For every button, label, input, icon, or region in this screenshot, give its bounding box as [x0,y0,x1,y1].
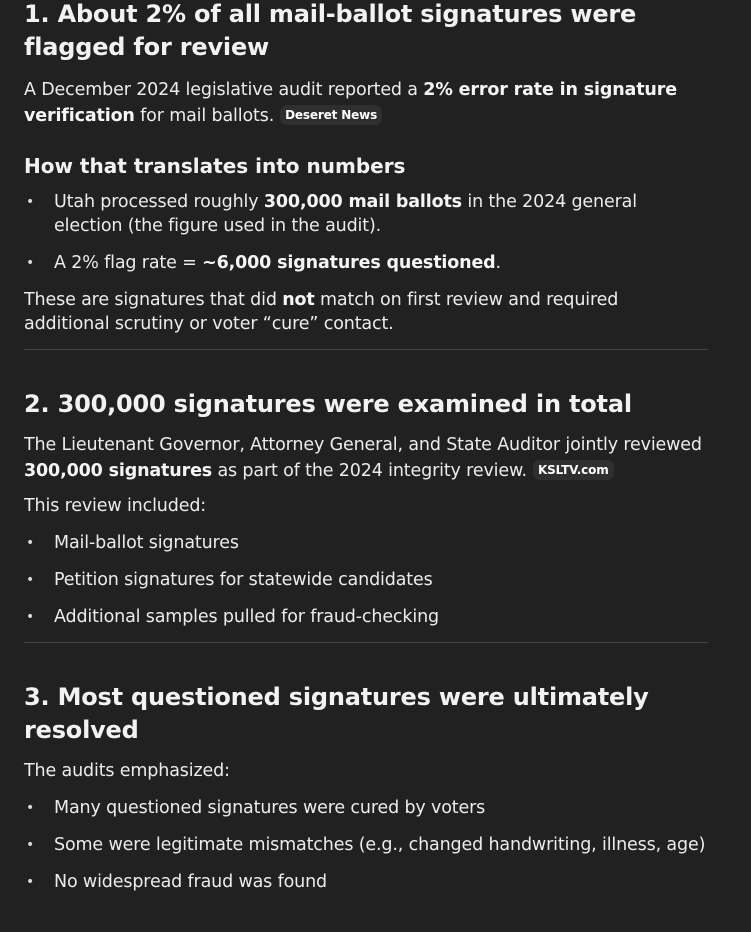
section-2-list [24,531,708,629]
bullet-icon: • [26,194,35,210]
section-1-intro-bold: 2% error rate in signature verification [24,80,677,126]
section-1-heading: 1. About 2% of all mail-ballot signatures were flagged for review [24,0,637,61]
section-1-note-bold: not [282,290,315,310]
list-item [24,190,708,238]
list-item [24,251,708,275]
source-badge-deseret-news[interactable]: Deseret News [280,105,382,125]
list-item-text: Petition signatures for statewide candidates [54,570,433,590]
assistant-message [24,0,708,894]
section-1-note [24,288,708,336]
list-item-text: Some were legitimate mismatches (e.g., changed handwriting, illness, age) [54,835,706,855]
section-1-intro-text-b: for mail ballots. [134,106,275,126]
source-badge-ksltv[interactable]: KSLTV.com [533,460,614,480]
list-item-text-b: in the 2024 general election (the figure used in the audit). [54,192,637,236]
list-item [24,870,708,894]
bullet-icon: • [26,572,35,588]
section-3-list [24,796,708,894]
bullet-icon: • [26,837,35,853]
list-item [24,531,708,555]
list-item [24,605,708,629]
list-item-text: Mail-ballot signatures [54,533,239,553]
list-item-text: Additional samples pulled for fraud-checking [54,607,439,627]
section-2-heading: 2. 300,000 signatures were examined in total [24,390,632,418]
section-2-intro [24,432,708,484]
bullet-icon: • [26,255,35,271]
list-item-bold: 300,000 mail ballots [263,192,462,212]
list-item-text: Many questioned signatures were cured by voters [54,798,486,818]
section-2-intro-bold: 300,000 signatures [24,461,213,481]
bullet-icon: • [26,800,35,816]
section-2-lead: This review included: [24,496,207,516]
list-item-text-a: Utah processed roughly [54,192,264,212]
section-divider [24,642,708,643]
list-item [24,796,708,820]
list-item-text-a: A 2% flag rate = [54,253,203,273]
bullet-icon: • [26,609,35,625]
list-item-text: No widespread fraud was found [54,872,327,892]
section-2-intro-text-b: as part of the 2024 integrity review. [212,461,527,481]
bullet-icon: • [26,874,35,890]
list-item [24,833,708,857]
section-3-heading: 3. Most questioned signatures were ultimately resolved [24,683,649,744]
section-divider [24,349,708,350]
section-3-lead: The audits emphasized: [24,761,230,781]
section-1-subheading: How that translates into numbers [24,154,406,178]
section-1-intro [24,77,708,129]
section-2-intro-text-a: The Lieutenant Governor, Attorney General, and State Auditor jointly reviewed [24,435,702,455]
list-item [24,568,708,592]
list-item-bold: ~6,000 signatures questioned [202,253,496,273]
section-1-list [24,190,708,275]
section-1-intro-text-a: A December 2024 legislative audit reported a [24,80,424,100]
list-item-text-b: . [495,253,501,273]
bullet-icon: • [26,535,35,551]
section-1-note-text-b: match on first review and required additional scrutiny or voter “cure” contact. [24,290,619,334]
section-1-note-text-a: These are signatures that did [24,290,283,310]
